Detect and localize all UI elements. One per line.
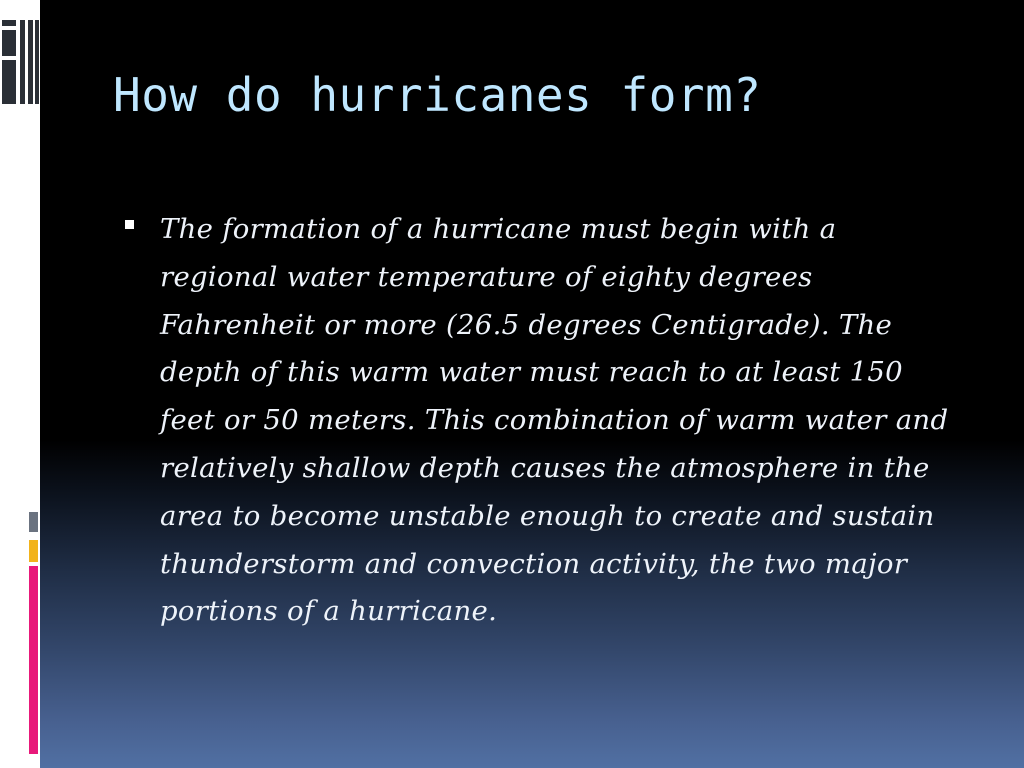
bullet-square-icon bbox=[125, 220, 134, 229]
bullet-text: The formation of a hurricane must begin with a regional water temperature of eighty degrees Fahrenheit or more (26.5 degrees Centigrade). The depth of this warm water must reach to at least 150 feet or 50 meters. This combination of warm water and relatively shallow depth causes the atmosphere in the area to become unstable enough to create and sustain thunderstorm and convection activity, the two major portions of a hurricane. bbox=[160, 213, 949, 628]
slide-title: How do hurricanes form? bbox=[113, 68, 762, 122]
striped-bars-icon bbox=[0, 16, 40, 108]
accent-bar-gold bbox=[29, 540, 38, 562]
bullet-list bbox=[125, 206, 955, 636]
accent-bar-gray bbox=[29, 512, 38, 532]
accent-bar-pink bbox=[29, 566, 38, 754]
